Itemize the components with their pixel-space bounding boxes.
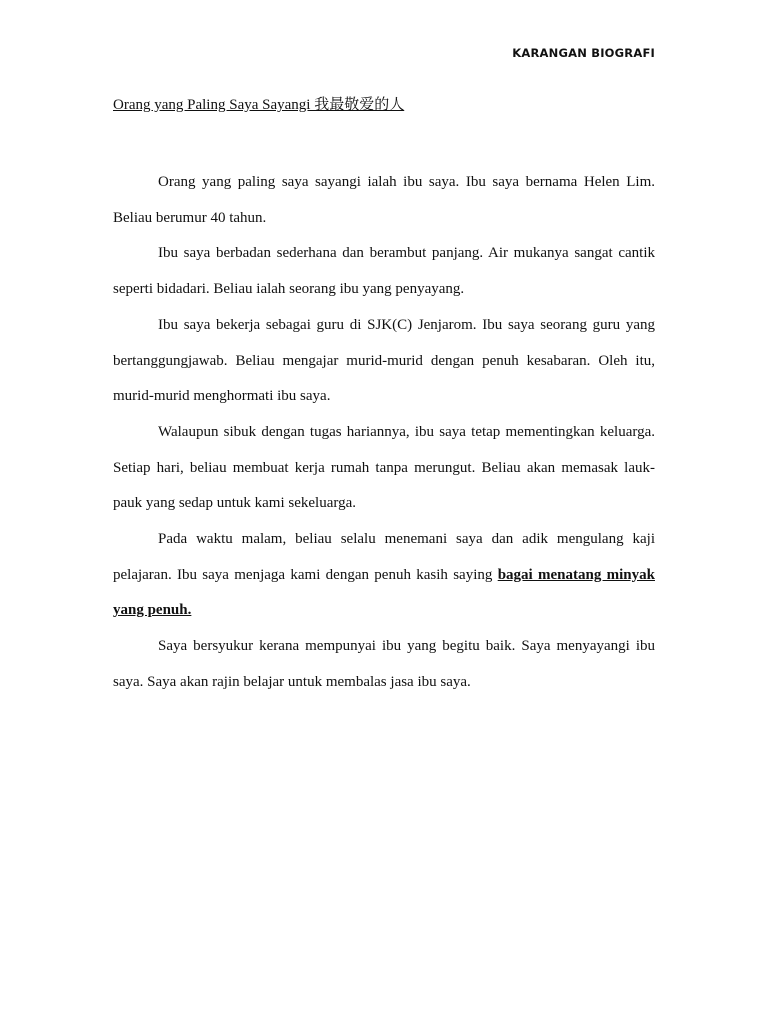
paragraph-5	[113, 522, 655, 629]
paragraph-4: Walaupun sibuk dengan tugas hariannya, ibu saya tetap mementingkan keluarga. Setiap hari, beliau membuat kerja rumah tanpa merungut. Beliau akan memasak lauk-pauk yang sedap untuk kami sekeluarga.	[113, 423, 655, 512]
paragraph-1: Orang yang paling saya sayangi ialah ibu saya. Ibu saya bernama Helen Lim. Beliau berumur 40 tahun.	[113, 174, 655, 226]
paragraph-5-text: Pada waktu malam, beliau selalu menemani saya dan adik mengulang kaji pelajaran. Ibu saya menjaga kami dengan penuh kasih saying	[113, 531, 655, 583]
paragraph-3: Ibu saya bekerja sebagai guru di SJK(C) Jenjarom. Ibu saya seorang guru yang bertanggungjawab. Beliau mengajar murid-murid dengan penuh kesabaran. Oleh itu, murid-murid menghormati ibu saya.	[113, 316, 655, 405]
page-header: KARANGAN BIOGRAFI	[512, 46, 655, 60]
paragraph-2: Ibu saya berbadan sederhana dan berambut panjang. Air mukanya sangat cantik seperti bidadari. Beliau ialah seorang ibu yang penyayang.	[113, 245, 655, 298]
paragraph-6: Saya bersyukur kerana mempunyai ibu yang begitu baik. Saya menyayangi ibu saya. Saya akan rajin belajar untuk membalas jasa ibu saya.	[113, 638, 655, 690]
essay-title: Orang yang Paling Saya Sayangi 我最敬爱的人	[113, 97, 405, 113]
idiom-emphasis: bagai menatang minyak yang penuh.	[113, 566, 655, 619]
essay-body	[113, 165, 655, 701]
